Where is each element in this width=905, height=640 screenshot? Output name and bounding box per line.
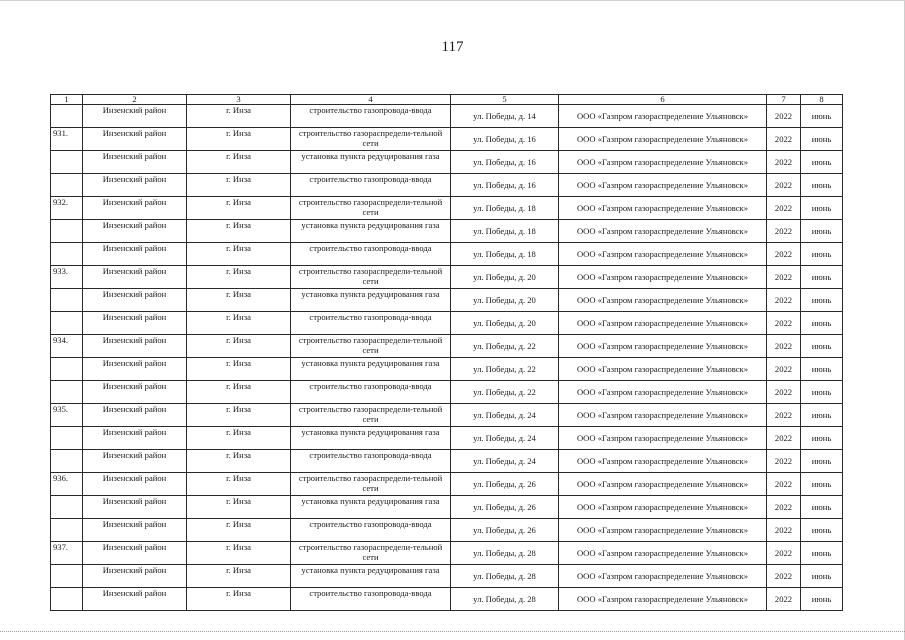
address-cell: ул. Победы, д. 22 — [451, 358, 559, 381]
item-number — [51, 312, 83, 335]
address-cell: ул. Победы, д. 28 — [451, 565, 559, 588]
district-cell: Инзенский район — [83, 381, 187, 404]
organization-cell: ООО «Газпром газораспределение Ульяновск» — [559, 174, 767, 197]
address-cell: ул. Победы, д. 16 — [451, 174, 559, 197]
work-type-cell: установка пункта редуцирования газа — [291, 358, 451, 381]
organization-cell: ООО «Газпром газораспределение Ульяновск» — [559, 243, 767, 266]
item-number — [51, 174, 83, 197]
item-number — [51, 289, 83, 312]
district-cell: Инзенский район — [83, 174, 187, 197]
year-cell: 2022 — [767, 105, 801, 128]
town-cell: г. Инза — [187, 335, 291, 358]
district-cell: Инзенский район — [83, 289, 187, 312]
town-cell: г. Инза — [187, 565, 291, 588]
work-type-cell: установка пункта редуцирования газа — [291, 496, 451, 519]
address-cell: ул. Победы, д. 22 — [451, 381, 559, 404]
town-cell: г. Инза — [187, 519, 291, 542]
month-cell: июнь — [801, 220, 843, 243]
item-number — [51, 496, 83, 519]
item-number — [51, 381, 83, 404]
year-cell: 2022 — [767, 289, 801, 312]
organization-cell: ООО «Газпром газораспределение Ульяновск» — [559, 197, 767, 220]
address-cell: ул. Победы, д. 24 — [451, 427, 559, 450]
item-number: 936. — [51, 473, 83, 496]
year-cell: 2022 — [767, 128, 801, 151]
item-number — [51, 427, 83, 450]
address-cell: ул. Победы, д. 26 — [451, 519, 559, 542]
year-cell: 2022 — [767, 220, 801, 243]
work-type-cell: строительство газораспредели-тельной сети — [291, 542, 451, 565]
work-type-cell: установка пункта редуцирования газа — [291, 289, 451, 312]
year-cell: 2022 — [767, 358, 801, 381]
col-header-4: 4 — [291, 95, 451, 105]
month-cell: июнь — [801, 519, 843, 542]
table-row — [51, 565, 843, 588]
address-cell: ул. Победы, д. 18 — [451, 197, 559, 220]
col-header-5: 5 — [451, 95, 559, 105]
month-cell: июнь — [801, 335, 843, 358]
address-cell: ул. Победы, д. 18 — [451, 243, 559, 266]
town-cell: г. Инза — [187, 427, 291, 450]
month-cell: июнь — [801, 151, 843, 174]
town-cell: г. Инза — [187, 496, 291, 519]
work-type-cell: установка пункта редуцирования газа — [291, 220, 451, 243]
town-cell: г. Инза — [187, 588, 291, 611]
district-cell: Инзенский район — [83, 565, 187, 588]
work-type-cell: строительство газораспредели-тельной сети — [291, 473, 451, 496]
month-cell: июнь — [801, 289, 843, 312]
organization-cell: ООО «Газпром газораспределение Ульяновск» — [559, 427, 767, 450]
table-row — [51, 243, 843, 266]
year-cell: 2022 — [767, 542, 801, 565]
month-cell: июнь — [801, 128, 843, 151]
table-row — [51, 151, 843, 174]
work-type-cell: строительство газопровода-ввода — [291, 381, 451, 404]
table-row — [51, 312, 843, 335]
col-header-1: 1 — [51, 95, 83, 105]
table-row — [51, 220, 843, 243]
year-cell: 2022 — [767, 450, 801, 473]
month-cell: июнь — [801, 542, 843, 565]
address-cell: ул. Победы, д. 16 — [451, 128, 559, 151]
year-cell: 2022 — [767, 312, 801, 335]
work-type-cell: строительство газораспредели-тельной сети — [291, 128, 451, 151]
organization-cell: ООО «Газпром газораспределение Ульяновск» — [559, 542, 767, 565]
organization-cell: ООО «Газпром газораспределение Ульяновск» — [559, 312, 767, 335]
town-cell: г. Инза — [187, 404, 291, 427]
item-number: 932. — [51, 197, 83, 220]
district-cell: Инзенский район — [83, 404, 187, 427]
month-cell: июнь — [801, 473, 843, 496]
year-cell: 2022 — [767, 565, 801, 588]
month-cell: июнь — [801, 381, 843, 404]
item-number — [51, 588, 83, 611]
work-type-cell: строительство газораспредели-тельной сети — [291, 197, 451, 220]
work-type-cell: строительство газопровода-ввода — [291, 450, 451, 473]
organization-cell: ООО «Газпром газораспределение Ульяновск» — [559, 565, 767, 588]
district-cell: Инзенский район — [83, 450, 187, 473]
item-number: 934. — [51, 335, 83, 358]
item-number — [51, 151, 83, 174]
month-cell: июнь — [801, 266, 843, 289]
address-cell: ул. Победы, д. 28 — [451, 588, 559, 611]
table-row — [51, 496, 843, 519]
district-cell: Инзенский район — [83, 519, 187, 542]
town-cell: г. Инза — [187, 289, 291, 312]
district-cell: Инзенский район — [83, 151, 187, 174]
month-cell: июнь — [801, 404, 843, 427]
item-number — [51, 519, 83, 542]
year-cell: 2022 — [767, 174, 801, 197]
work-type-cell: установка пункта редуцирования газа — [291, 427, 451, 450]
table-row — [51, 542, 843, 565]
address-cell: ул. Победы, д. 22 — [451, 335, 559, 358]
district-cell: Инзенский район — [83, 312, 187, 335]
address-cell: ул. Победы, д. 20 — [451, 266, 559, 289]
town-cell: г. Инза — [187, 312, 291, 335]
address-cell: ул. Победы, д. 16 — [451, 151, 559, 174]
table-row — [51, 450, 843, 473]
col-header-2: 2 — [83, 95, 187, 105]
item-number: 931. — [51, 128, 83, 151]
col-header-8: 8 — [801, 95, 843, 105]
organization-cell: ООО «Газпром газораспределение Ульяновск» — [559, 450, 767, 473]
address-cell: ул. Победы, д. 20 — [451, 312, 559, 335]
organization-cell: ООО «Газпром газораспределение Ульяновск» — [559, 381, 767, 404]
work-type-cell: установка пункта редуцирования газа — [291, 565, 451, 588]
work-type-cell: строительство газораспредели-тельной сети — [291, 266, 451, 289]
district-cell: Инзенский район — [83, 473, 187, 496]
month-cell: июнь — [801, 565, 843, 588]
work-type-cell: строительство газораспредели-тельной сети — [291, 404, 451, 427]
year-cell: 2022 — [767, 197, 801, 220]
work-type-cell: строительство газораспредели-тельной сети — [291, 335, 451, 358]
work-type-cell: строительство газопровода-ввода — [291, 174, 451, 197]
address-cell: ул. Победы, д. 26 — [451, 473, 559, 496]
month-cell: июнь — [801, 358, 843, 381]
organization-cell: ООО «Газпром газораспределение Ульяновск» — [559, 358, 767, 381]
table-row — [51, 473, 843, 496]
work-type-cell: установка пункта редуцирования газа — [291, 151, 451, 174]
table-row — [51, 588, 843, 611]
month-cell: июнь — [801, 174, 843, 197]
district-cell: Инзенский район — [83, 243, 187, 266]
district-cell: Инзенский район — [83, 427, 187, 450]
register-rows — [51, 105, 843, 611]
table-row — [51, 174, 843, 197]
town-cell: г. Инза — [187, 381, 291, 404]
town-cell: г. Инза — [187, 266, 291, 289]
work-type-cell: строительство газопровода-ввода — [291, 105, 451, 128]
address-cell: ул. Победы, д. 18 — [451, 220, 559, 243]
year-cell: 2022 — [767, 427, 801, 450]
organization-cell: ООО «Газпром газораспределение Ульяновск» — [559, 496, 767, 519]
address-cell: ул. Победы, д. 26 — [451, 496, 559, 519]
table-row — [51, 266, 843, 289]
address-cell: ул. Победы, д. 28 — [451, 542, 559, 565]
table-row — [51, 404, 843, 427]
table-row — [51, 128, 843, 151]
item-number — [51, 450, 83, 473]
organization-cell: ООО «Газпром газораспределение Ульяновск» — [559, 105, 767, 128]
month-cell: июнь — [801, 243, 843, 266]
address-cell: ул. Победы, д. 24 — [451, 450, 559, 473]
address-cell: ул. Победы, д. 24 — [451, 404, 559, 427]
year-cell: 2022 — [767, 266, 801, 289]
year-cell: 2022 — [767, 151, 801, 174]
month-cell: июнь — [801, 197, 843, 220]
work-type-cell: строительство газопровода-ввода — [291, 243, 451, 266]
district-cell: Инзенский район — [83, 496, 187, 519]
page-number: 117 — [441, 39, 464, 55]
town-cell: г. Инза — [187, 128, 291, 151]
address-cell: ул. Победы, д. 14 — [451, 105, 559, 128]
month-cell: июнь — [801, 450, 843, 473]
col-header-6: 6 — [559, 95, 767, 105]
year-cell: 2022 — [767, 335, 801, 358]
work-type-cell: строительство газопровода-ввода — [291, 588, 451, 611]
year-cell: 2022 — [767, 588, 801, 611]
item-number: 937. — [51, 542, 83, 565]
district-cell: Инзенский район — [83, 128, 187, 151]
scan-edge-line — [0, 631, 905, 633]
town-cell: г. Инза — [187, 358, 291, 381]
district-cell: Инзенский район — [83, 588, 187, 611]
col-header-7: 7 — [767, 95, 801, 105]
organization-cell: ООО «Газпром газораспределение Ульяновск» — [559, 266, 767, 289]
district-cell: Инзенский район — [83, 542, 187, 565]
town-cell: г. Инза — [187, 151, 291, 174]
table-row — [51, 358, 843, 381]
month-cell: июнь — [801, 496, 843, 519]
col-header-3: 3 — [187, 95, 291, 105]
district-cell: Инзенский район — [83, 105, 187, 128]
district-cell: Инзенский район — [83, 266, 187, 289]
town-cell: г. Инза — [187, 542, 291, 565]
organization-cell: ООО «Газпром газораспределение Ульяновск» — [559, 128, 767, 151]
year-cell: 2022 — [767, 243, 801, 266]
column-number-row — [51, 95, 843, 105]
organization-cell: ООО «Газпром газораспределение Ульяновск» — [559, 404, 767, 427]
town-cell: г. Инза — [187, 450, 291, 473]
item-number — [51, 358, 83, 381]
item-number: 933. — [51, 266, 83, 289]
table-row — [51, 519, 843, 542]
table-row — [51, 427, 843, 450]
table-row — [51, 381, 843, 404]
year-cell: 2022 — [767, 496, 801, 519]
organization-cell: ООО «Газпром газораспределение Ульяновск» — [559, 473, 767, 496]
year-cell: 2022 — [767, 381, 801, 404]
work-type-cell: строительство газопровода-ввода — [291, 519, 451, 542]
work-type-cell: строительство газопровода-ввода — [291, 312, 451, 335]
organization-cell: ООО «Газпром газораспределение Ульяновск» — [559, 335, 767, 358]
town-cell: г. Инза — [187, 105, 291, 128]
table-row — [51, 105, 843, 128]
town-cell: г. Инза — [187, 174, 291, 197]
district-cell: Инзенский район — [83, 220, 187, 243]
item-number — [51, 565, 83, 588]
address-cell: ул. Победы, д. 20 — [451, 289, 559, 312]
register-table — [50, 94, 843, 611]
year-cell: 2022 — [767, 519, 801, 542]
town-cell: г. Инза — [187, 473, 291, 496]
item-number: 935. — [51, 404, 83, 427]
table-row — [51, 335, 843, 358]
year-cell: 2022 — [767, 473, 801, 496]
month-cell: июнь — [801, 588, 843, 611]
district-cell: Инзенский район — [83, 197, 187, 220]
organization-cell: ООО «Газпром газораспределение Ульяновск» — [559, 151, 767, 174]
year-cell: 2022 — [767, 404, 801, 427]
organization-cell: ООО «Газпром газораспределение Ульяновск» — [559, 289, 767, 312]
town-cell: г. Инза — [187, 197, 291, 220]
organization-cell: ООО «Газпром газораспределение Ульяновск» — [559, 588, 767, 611]
district-cell: Инзенский район — [83, 358, 187, 381]
organization-cell: ООО «Газпром газораспределение Ульяновск» — [559, 519, 767, 542]
item-number — [51, 105, 83, 128]
item-number — [51, 243, 83, 266]
organization-cell: ООО «Газпром газораспределение Ульяновск» — [559, 220, 767, 243]
item-number — [51, 220, 83, 243]
table-row — [51, 197, 843, 220]
table-row — [51, 289, 843, 312]
town-cell: г. Инза — [187, 220, 291, 243]
month-cell: июнь — [801, 312, 843, 335]
month-cell: июнь — [801, 427, 843, 450]
town-cell: г. Инза — [187, 243, 291, 266]
month-cell: июнь — [801, 105, 843, 128]
district-cell: Инзенский район — [83, 335, 187, 358]
